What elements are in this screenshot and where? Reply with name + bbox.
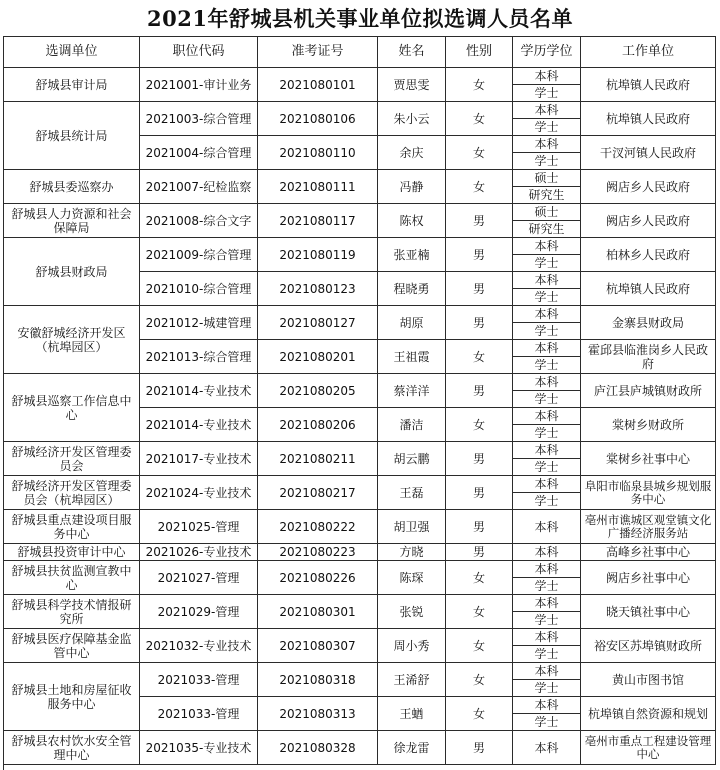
unit-cell[interactable]: 舒城县财政局 <box>4 238 140 306</box>
position-code-cell[interactable]: 2021027-管理 <box>140 561 258 595</box>
degree-cell[interactable]: 学士 <box>513 85 581 102</box>
exam-number-cell[interactable]: 2021080106 <box>258 102 378 136</box>
name-cell[interactable]: 王祖霞 <box>378 340 446 374</box>
exam-number-cell[interactable]: 2021080222 <box>258 510 378 544</box>
degree-cell[interactable]: 研究生 <box>513 187 581 204</box>
position-code-cell[interactable]: 2021012-城建管理 <box>140 306 258 340</box>
exam-number-cell[interactable]: 2021080110 <box>258 136 378 170</box>
gender-cell[interactable]: 男 <box>446 544 513 561</box>
degree-cell[interactable]: 本科 <box>513 238 581 255</box>
position-code-cell[interactable]: 2021026-专业技术 <box>140 544 258 561</box>
name-cell[interactable]: 徐龙雷 <box>378 731 446 765</box>
name-cell[interactable]: 王蝤 <box>378 697 446 731</box>
workplace-cell[interactable]: 金寨县财政局 <box>581 306 716 340</box>
workplace-cell[interactable]: 杭埠镇人民政府 <box>581 272 716 306</box>
degree-cell[interactable]: 硕士 <box>513 170 581 187</box>
degree-cell[interactable]: 学士 <box>513 459 581 476</box>
exam-number-cell[interactable]: 2021080123 <box>258 272 378 306</box>
unit-cell[interactable]: 舒城县人力资源和社会保障局 <box>4 204 140 238</box>
gender-cell[interactable]: 男 <box>446 510 513 544</box>
name-cell[interactable]: 周小秀 <box>378 629 446 663</box>
degree-cell[interactable]: 学士 <box>513 714 581 731</box>
gender-cell[interactable]: 男 <box>446 306 513 340</box>
workplace-cell[interactable]: 阙店乡社事中心 <box>581 561 716 595</box>
exam-number-cell[interactable]: 2021080206 <box>258 408 378 442</box>
degree-cell[interactable]: 本科 <box>513 102 581 119</box>
degree-cell[interactable]: 本科 <box>513 595 581 612</box>
exam-number-cell[interactable]: 2021080318 <box>258 663 378 697</box>
unit-cell[interactable]: 舒城县重点建设项目服务中心 <box>4 510 140 544</box>
workplace-cell[interactable]: 黄山市图书馆 <box>581 663 716 697</box>
degree-cell[interactable]: 本科 <box>513 374 581 391</box>
name-cell[interactable]: 胡云鹏 <box>378 442 446 476</box>
name-cell[interactable]: 张亚楠 <box>378 238 446 272</box>
degree-cell[interactable]: 本科 <box>513 408 581 425</box>
header-unit[interactable]: 选调单位 <box>4 36 140 68</box>
gender-cell[interactable]: 男 <box>446 731 513 765</box>
gender-cell[interactable]: 男 <box>446 238 513 272</box>
gender-cell[interactable]: 女 <box>446 629 513 663</box>
degree-cell[interactable]: 学士 <box>513 680 581 697</box>
workplace-cell[interactable]: 裕安区苏埠镇财政所 <box>581 629 716 663</box>
name-cell[interactable]: 程晓勇 <box>378 272 446 306</box>
name-cell[interactable]: 蔡洋洋 <box>378 374 446 408</box>
name-cell[interactable]: 陈琛 <box>378 561 446 595</box>
workplace-cell[interactable]: 干汊河镇人民政府 <box>581 136 716 170</box>
position-code-cell[interactable]: 2021033-管理 <box>140 663 258 697</box>
gender-cell[interactable]: 女 <box>446 170 513 204</box>
unit-cell[interactable]: 舒城县医疗保障基金监管中心 <box>4 629 140 663</box>
exam-number-cell[interactable]: 2021080117 <box>258 204 378 238</box>
header-gender[interactable]: 性别 <box>446 36 513 68</box>
position-code-cell[interactable]: 2021010-综合管理 <box>140 272 258 306</box>
workplace-cell[interactable]: 阜阳市临泉县城乡规划服务中心 <box>581 476 716 510</box>
position-code-cell[interactable]: 2021007-纪检监察 <box>140 170 258 204</box>
exam-number-cell[interactable]: 2021080226 <box>258 561 378 595</box>
name-cell[interactable]: 陈权 <box>378 204 446 238</box>
degree-cell[interactable]: 本科 <box>513 731 581 765</box>
workplace-cell[interactable]: 杭埠镇人民政府 <box>581 102 716 136</box>
unit-cell[interactable]: 舒城县土地和房屋征收服务中心 <box>4 663 140 731</box>
name-cell[interactable]: 胡原 <box>378 306 446 340</box>
gender-cell[interactable]: 女 <box>446 340 513 374</box>
header-workplace[interactable]: 工作单位 <box>581 36 716 68</box>
degree-cell[interactable]: 本科 <box>513 272 581 289</box>
exam-number-cell[interactable]: 2021080111 <box>258 170 378 204</box>
header-education[interactable]: 学历学位 <box>513 36 581 68</box>
degree-cell[interactable]: 学士 <box>513 323 581 340</box>
exam-number-cell[interactable]: 2021080211 <box>258 442 378 476</box>
workplace-cell[interactable]: 杭埠镇自然资源和规划 <box>581 697 716 731</box>
workplace-cell[interactable]: 棠树乡社事中心 <box>581 442 716 476</box>
unit-cell[interactable]: 舒城县投资审计中心 <box>4 544 140 561</box>
gender-cell[interactable]: 女 <box>446 595 513 629</box>
workplace-cell[interactable]: 阙店乡人民政府 <box>581 170 716 204</box>
workplace-cell[interactable]: 亳州市重点工程建设管理中心 <box>581 731 716 765</box>
workplace-cell[interactable]: 阙店乡人民政府 <box>581 204 716 238</box>
degree-cell[interactable]: 学士 <box>513 578 581 595</box>
workplace-cell[interactable]: 柏林乡人民政府 <box>581 238 716 272</box>
name-cell[interactable]: 胡卫强 <box>378 510 446 544</box>
gender-cell[interactable]: 男 <box>446 374 513 408</box>
name-cell[interactable]: 王磊 <box>378 476 446 510</box>
name-cell[interactable]: 王浠舒 <box>378 663 446 697</box>
exam-number-cell[interactable]: 2021080217 <box>258 476 378 510</box>
degree-cell[interactable]: 学士 <box>513 119 581 136</box>
degree-cell[interactable]: 本科 <box>513 442 581 459</box>
exam-number-cell[interactable]: 2021080328 <box>258 731 378 765</box>
unit-cell[interactable]: 舒城县扶贫监测宣教中心 <box>4 561 140 595</box>
header-name[interactable]: 姓名 <box>378 36 446 68</box>
degree-cell[interactable]: 本科 <box>513 544 581 561</box>
degree-cell[interactable]: 学士 <box>513 255 581 272</box>
position-code-cell[interactable]: 2021035-专业技术 <box>140 731 258 765</box>
name-cell[interactable]: 朱小云 <box>378 102 446 136</box>
workplace-cell[interactable]: 高峰乡社事中心 <box>581 544 716 561</box>
degree-cell[interactable]: 学士 <box>513 646 581 663</box>
name-cell[interactable]: 冯静 <box>378 170 446 204</box>
workplace-cell[interactable]: 庐江县庐城镇财政所 <box>581 374 716 408</box>
position-code-cell[interactable]: 2021013-综合管理 <box>140 340 258 374</box>
position-code-cell[interactable]: 2021029-管理 <box>140 595 258 629</box>
degree-cell[interactable]: 本科 <box>513 136 581 153</box>
workplace-cell[interactable]: 霍邱县临淮岗乡人民政府 <box>581 340 716 374</box>
position-code-cell[interactable]: 2021004-综合管理 <box>140 136 258 170</box>
degree-cell[interactable]: 硕士 <box>513 204 581 221</box>
degree-cell[interactable]: 本科 <box>513 476 581 493</box>
name-cell[interactable]: 张锐 <box>378 595 446 629</box>
gender-cell[interactable]: 女 <box>446 663 513 697</box>
degree-cell[interactable]: 本科 <box>513 340 581 357</box>
degree-cell[interactable]: 本科 <box>513 306 581 323</box>
unit-cell[interactable]: 舒城县审计局 <box>4 68 140 102</box>
document-title: 2021年舒城县机关事业单位拟选调人员名单 <box>147 6 573 31</box>
unit-cell[interactable]: 舒城县农村饮水安全管理中心 <box>4 731 140 765</box>
position-code-cell[interactable]: 2021032-专业技术 <box>140 629 258 663</box>
unit-cell[interactable]: 舒城县科学技术情报研究所 <box>4 595 140 629</box>
exam-number-cell[interactable]: 2021080201 <box>258 340 378 374</box>
personnel-table <box>0 36 720 770</box>
unit-cell[interactable]: 舒城经济开发区管理委员会（杭埠园区） <box>4 476 140 510</box>
exam-number-cell[interactable]: 2021080301 <box>258 595 378 629</box>
header-position-code[interactable]: 职位代码 <box>140 36 258 68</box>
gender-cell[interactable]: 男 <box>446 476 513 510</box>
position-code-cell[interactable]: 2021001-审计业务 <box>140 68 258 102</box>
degree-cell[interactable]: 学士 <box>513 612 581 629</box>
position-code-cell[interactable]: 2021014-专业技术 <box>140 374 258 408</box>
gender-cell[interactable]: 女 <box>446 136 513 170</box>
workplace-cell[interactable]: 杭埠镇人民政府 <box>581 68 716 102</box>
unit-cell[interactable]: 安徽舒城经济开发区（杭埠园区） <box>4 306 140 374</box>
name-cell[interactable]: 余庆 <box>378 136 446 170</box>
exam-number-cell[interactable]: 2021080307 <box>258 629 378 663</box>
degree-cell[interactable]: 学士 <box>513 425 581 442</box>
position-code-cell[interactable]: 2021003-综合管理 <box>140 102 258 136</box>
gender-cell[interactable]: 女 <box>446 102 513 136</box>
degree-cell[interactable]: 本科 <box>513 663 581 680</box>
degree-cell[interactable]: 本科 <box>513 510 581 544</box>
position-code-cell[interactable]: 2021033-管理 <box>140 697 258 731</box>
position-code-cell[interactable]: 2021017-专业技术 <box>140 442 258 476</box>
position-code-cell[interactable]: 2021009-综合管理 <box>140 238 258 272</box>
exam-number-cell[interactable]: 2021080223 <box>258 544 378 561</box>
position-code-cell[interactable]: 2021008-综合文字 <box>140 204 258 238</box>
position-code-cell[interactable]: 2021025-管理 <box>140 510 258 544</box>
degree-cell[interactable]: 学士 <box>513 153 581 170</box>
name-cell[interactable]: 方晓 <box>378 544 446 561</box>
workplace-cell[interactable]: 亳州市谯城区观堂镇文化广播经济服务站 <box>581 510 716 544</box>
gender-cell[interactable]: 女 <box>446 68 513 102</box>
degree-cell[interactable]: 本科 <box>513 697 581 714</box>
exam-number-cell[interactable]: 2021080101 <box>258 68 378 102</box>
unit-cell[interactable]: 舒城县统计局 <box>4 102 140 170</box>
degree-cell[interactable]: 本科 <box>513 561 581 578</box>
name-cell[interactable]: 潘洁 <box>378 408 446 442</box>
unit-cell[interactable]: 舒城县委巡察办 <box>4 170 140 204</box>
degree-cell[interactable]: 学士 <box>513 357 581 374</box>
gender-cell[interactable]: 男 <box>446 442 513 476</box>
unit-cell[interactable]: 舒城县巡察工作信息中心 <box>4 374 140 442</box>
exam-number-cell[interactable]: 2021080127 <box>258 306 378 340</box>
name-cell[interactable]: 贾思雯 <box>378 68 446 102</box>
gender-cell[interactable]: 女 <box>446 408 513 442</box>
exam-number-cell[interactable]: 2021080313 <box>258 697 378 731</box>
table-left-border <box>3 36 4 770</box>
workplace-cell[interactable]: 棠树乡财政所 <box>581 408 716 442</box>
gender-cell[interactable]: 男 <box>446 272 513 306</box>
degree-cell[interactable]: 本科 <box>513 629 581 646</box>
header-exam-number[interactable]: 准考证号 <box>258 36 378 68</box>
gender-cell[interactable]: 女 <box>446 561 513 595</box>
degree-cell[interactable]: 学士 <box>513 289 581 306</box>
gender-cell[interactable]: 女 <box>446 697 513 731</box>
position-code-cell[interactable]: 2021014-专业技术 <box>140 408 258 442</box>
degree-cell[interactable]: 研究生 <box>513 221 581 238</box>
exam-number-cell[interactable]: 2021080119 <box>258 238 378 272</box>
degree-cell[interactable]: 学士 <box>513 391 581 408</box>
unit-cell[interactable]: 舒城经济开发区管理委员会 <box>4 442 140 476</box>
gender-cell[interactable]: 男 <box>446 204 513 238</box>
position-code-cell[interactable]: 2021024-专业技术 <box>140 476 258 510</box>
degree-cell[interactable]: 本科 <box>513 68 581 85</box>
exam-number-cell[interactable]: 2021080205 <box>258 374 378 408</box>
degree-cell[interactable]: 学士 <box>513 493 581 510</box>
workplace-cell[interactable]: 晓天镇社事中心 <box>581 595 716 629</box>
